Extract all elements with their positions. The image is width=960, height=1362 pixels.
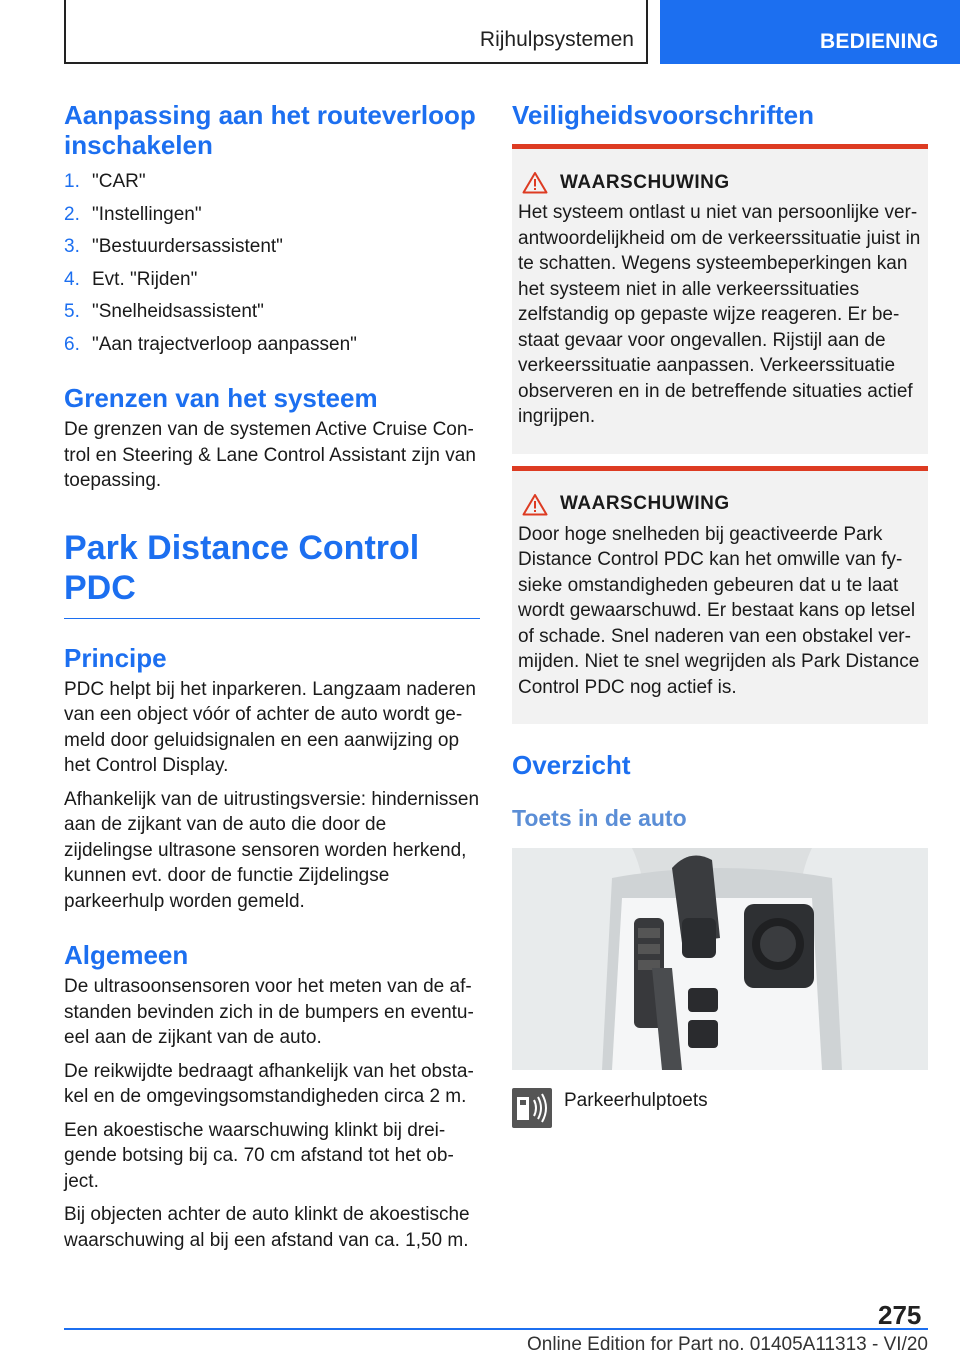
car-console-photo — [512, 848, 928, 1070]
heading-overview: Overzicht — [512, 750, 631, 780]
step-number: 2. — [64, 203, 80, 225]
button-legend — [512, 1088, 928, 1128]
step-text: "CAR" — [92, 171, 146, 192]
principle-paragraph-1: PDC helpt bij het inparkeren. Langzaam naderen van een object vóór of achter de auto wordt gemeld door geluidsignalen en een aanwijzing op het Control Display. — [64, 678, 476, 776]
header-section-box — [64, 0, 648, 64]
step-text: "Snelheidsassistent" — [92, 301, 264, 322]
heading-limits: Grenzen van het systeem — [64, 383, 378, 413]
button-label: Parkeerhulptoets — [564, 1090, 708, 1111]
list-item — [64, 199, 480, 232]
footer-divider — [64, 1328, 928, 1330]
warning-text: Het systeem ontlast u niet van persoonlijke verantwoordelijkheid om de verkeerssituatie juist in te schatten. Wegens systeembeperkingen kan het systeem niet in alle verkeerssituaties zelfstandig op gepaste wijze reageren. Er bestaat gevaar voor ongevallen. Rijstijl aan de verkeerssituatie aanpassen. Verkeerssituatie observeren en in de betreffende situaties actief ingrijpen. — [518, 202, 921, 427]
heading-principle: Principe — [64, 642, 167, 673]
general-paragraph-2: De reikwijdte bedraagt afhankelijk van het obstakel en de omgevingsomstandigheden circa 2 m. — [64, 1060, 474, 1107]
step-number: 3. — [64, 236, 80, 257]
footer-edition: Online Edition for Part no. 01405A11313 - VI/20 — [526, 1334, 928, 1355]
step-number: 6. — [64, 333, 80, 355]
warning-text: Door hoge snelheden bij geactiveerde Park Distance Control PDC kan het omwille van fysieke omstandigheden gebeuren dat u te laat wordt gewaarschuwd. Er bestaat kans op letsel of schade. Snel naderen van een obstakel vermijden. Niet te snel wegrijden als Park Distance Control PDC nog actief is. — [518, 523, 920, 698]
step-text: Evt. "Rijden" — [92, 268, 198, 290]
left-column — [64, 100, 480, 1253]
title-pdc: Park Distance Control PDC — [64, 528, 480, 619]
warning-box-2 — [512, 466, 928, 725]
general-paragraph-4: Bij objecten achter de auto klinkt de akoestische waarschuwing al bij een afstand van ca. 1,50 m. — [64, 1204, 470, 1251]
right-column — [512, 100, 928, 1128]
principle-paragraph-2: Afhankelijk van de uitrustingsversie: hindernissen aan de zijkant van de auto die door de zijdelingse ultrasone sensoren worden herkend, kunnen evt. door de functie Zijdelingse parkeerhulp worden gemeld. — [64, 788, 480, 912]
list-item — [64, 231, 480, 264]
step-text: "Instellingen" — [92, 203, 202, 225]
list-item — [64, 296, 480, 329]
step-text: "Aan trajectverloop aanpassen" — [92, 333, 357, 355]
subheading-button: Toets in de auto — [512, 805, 687, 831]
step-text: "Bestuurdersassistent" — [92, 236, 283, 257]
header-chapter-tab — [660, 0, 960, 64]
warning-triangle-icon — [522, 493, 560, 516]
heading-route: Aanpassing aan het routeverloop inschakelen — [64, 100, 476, 160]
heading-general: Algemeen — [64, 940, 189, 970]
warning-title: WAARSCHUWING — [560, 493, 730, 514]
warning-header — [518, 493, 922, 516]
limits-text: De grenzen van de systemen Active Cruise Control en Steering & Lane Control Assistant zijn van toepassing. — [64, 419, 476, 491]
general-paragraph-1: De ultrasoonsensoren voor het meten van de afstanden bevinden zich in de bumpers en eventueel aan de zijkant van de auto. — [64, 976, 474, 1048]
step-number: 5. — [64, 301, 80, 322]
header-section-title: Rijhulpsystemen — [479, 28, 634, 51]
parking-assist-icon — [512, 1088, 552, 1128]
route-steps-list — [64, 166, 480, 361]
page-number: 275 — [878, 1300, 922, 1330]
list-item — [64, 329, 480, 362]
general-paragraph-3: Een akoestische waarschuwing klinkt bij dreigende botsing bij ca. 70 cm afstand tot het object. — [64, 1119, 454, 1192]
step-number: 4. — [64, 268, 80, 290]
warning-header — [518, 171, 922, 194]
list-item — [64, 166, 480, 199]
heading-safety: Veiligheidsvoorschriften — [512, 100, 814, 130]
header-chapter-title: BEDIENING — [820, 30, 939, 53]
warning-title: WAARSCHUWING — [560, 171, 730, 193]
warning-box-1 — [512, 144, 928, 454]
step-number: 1. — [64, 171, 80, 192]
warning-triangle-icon — [522, 171, 560, 194]
list-item — [64, 264, 480, 297]
